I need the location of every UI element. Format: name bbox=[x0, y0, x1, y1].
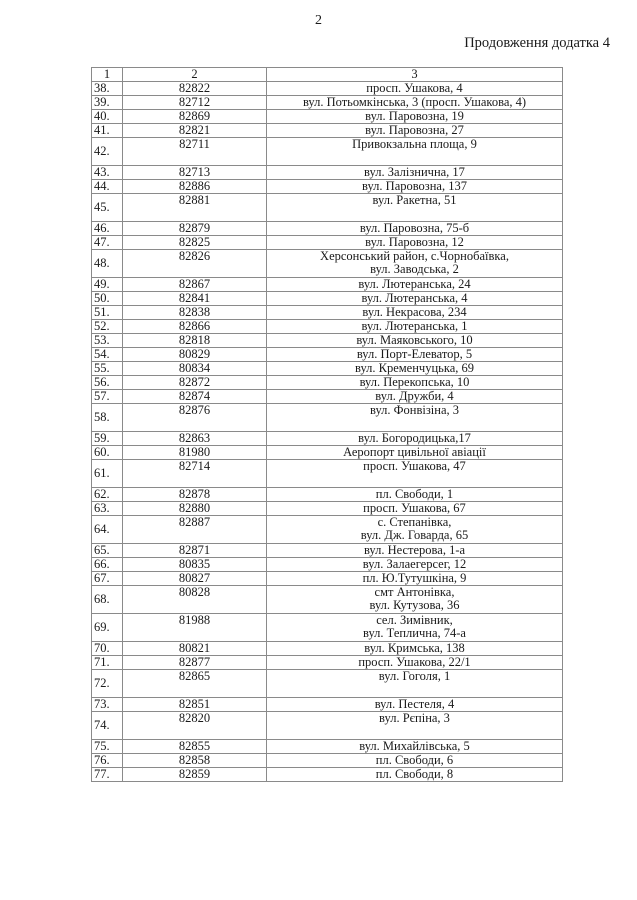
appendix-subtitle: Продовження додатка 4 bbox=[464, 35, 610, 51]
address-cell bbox=[267, 460, 563, 488]
address-line: вул. Порт-Елеватор, 5 bbox=[356, 347, 473, 361]
address-cell bbox=[267, 250, 563, 278]
address-line: вул. Некрасова, 234 bbox=[362, 305, 467, 319]
address-line: вул. Кримська, 138 bbox=[364, 641, 465, 655]
table-row bbox=[92, 712, 563, 740]
address-cell bbox=[267, 96, 563, 110]
table-row bbox=[92, 432, 563, 446]
address-cell bbox=[267, 82, 563, 96]
table-row bbox=[92, 96, 563, 110]
row-number: 38. bbox=[92, 82, 123, 96]
table-row bbox=[92, 306, 563, 320]
address-line: вул. Теплична, 74-а bbox=[363, 626, 466, 640]
row-number: 57. bbox=[92, 390, 123, 404]
object-code: 80821 bbox=[123, 642, 267, 656]
row-number: 72. bbox=[92, 670, 123, 698]
address-line: с. Степанівка, bbox=[377, 515, 452, 529]
address-line: вул. Михайлівська, 5 bbox=[359, 739, 470, 753]
address-cell bbox=[267, 390, 563, 404]
address-line: Аеропорт цивільної авіації bbox=[343, 445, 486, 459]
table-row bbox=[92, 614, 563, 642]
object-code: 82713 bbox=[123, 166, 267, 180]
address-cell bbox=[267, 306, 563, 320]
address-line: просп. Ушакова, 67 bbox=[363, 501, 466, 515]
row-number: 70. bbox=[92, 642, 123, 656]
address-cell bbox=[267, 544, 563, 558]
row-number: 42. bbox=[92, 138, 123, 166]
object-code: 82855 bbox=[123, 740, 267, 754]
row-number: 75. bbox=[92, 740, 123, 754]
table-header-row bbox=[92, 68, 563, 82]
addresses-table bbox=[91, 67, 563, 782]
table-row bbox=[92, 698, 563, 712]
address-cell bbox=[267, 180, 563, 194]
object-code: 81980 bbox=[123, 446, 267, 460]
object-code: 82880 bbox=[123, 502, 267, 516]
address-cell bbox=[267, 320, 563, 334]
row-number: 50. bbox=[92, 292, 123, 306]
object-code: 82851 bbox=[123, 698, 267, 712]
table-row bbox=[92, 572, 563, 586]
row-number: 51. bbox=[92, 306, 123, 320]
address-line: вул. Кутузова, 36 bbox=[369, 598, 460, 612]
address-line: просп. Ушакова, 22/1 bbox=[358, 655, 471, 669]
address-cell bbox=[267, 334, 563, 348]
table-row bbox=[92, 250, 563, 278]
address-line: вул. Паровозна, 19 bbox=[365, 109, 464, 123]
address-line: вул. Лютеранська, 4 bbox=[361, 291, 468, 305]
address-cell bbox=[267, 586, 563, 614]
address-line: вул. Лютеранська, 24 bbox=[358, 277, 471, 291]
address-line: вул. Залізнична, 17 bbox=[364, 165, 465, 179]
object-code: 82838 bbox=[123, 306, 267, 320]
object-code: 82886 bbox=[123, 180, 267, 194]
table-row bbox=[92, 446, 563, 460]
address-cell bbox=[267, 740, 563, 754]
object-code: 82865 bbox=[123, 670, 267, 698]
object-code: 82887 bbox=[123, 516, 267, 544]
table-row bbox=[92, 558, 563, 572]
table-row bbox=[92, 502, 563, 516]
row-number: 77. bbox=[92, 768, 123, 782]
table-row bbox=[92, 180, 563, 194]
table-row bbox=[92, 82, 563, 96]
row-number: 52. bbox=[92, 320, 123, 334]
row-number: 43. bbox=[92, 166, 123, 180]
object-code: 82821 bbox=[123, 124, 267, 138]
row-number: 48. bbox=[92, 250, 123, 278]
table-row bbox=[92, 124, 563, 138]
row-number: 65. bbox=[92, 544, 123, 558]
address-line: вул. Заводська, 2 bbox=[370, 262, 459, 276]
address-line: вул. Фонвізіна, 3 bbox=[369, 403, 459, 417]
table-row bbox=[92, 670, 563, 698]
address-cell bbox=[267, 166, 563, 180]
row-number: 61. bbox=[92, 460, 123, 488]
object-code: 82822 bbox=[123, 82, 267, 96]
object-code: 82826 bbox=[123, 250, 267, 278]
address-line: Привокзальна площа, 9 bbox=[352, 137, 477, 151]
address-line: сел. Зимівник, bbox=[376, 613, 453, 627]
address-line: пл. Ю.Тутушкіна, 9 bbox=[362, 571, 467, 585]
row-number: 44. bbox=[92, 180, 123, 194]
row-number: 49. bbox=[92, 278, 123, 292]
address-cell bbox=[267, 376, 563, 390]
table-row bbox=[92, 404, 563, 432]
row-number: 53. bbox=[92, 334, 123, 348]
address-cell bbox=[267, 698, 563, 712]
address-line: вул. Ракетна, 51 bbox=[372, 193, 457, 207]
address-line: вул. Рєпіна, 3 bbox=[379, 711, 450, 725]
address-line: просп. Ушакова, 4 bbox=[366, 81, 463, 95]
object-code: 80828 bbox=[123, 586, 267, 614]
table-row bbox=[92, 222, 563, 236]
header-col-3: 3 bbox=[267, 68, 563, 82]
table-row bbox=[92, 376, 563, 390]
address-cell bbox=[267, 572, 563, 586]
table-row bbox=[92, 138, 563, 166]
row-number: 69. bbox=[92, 614, 123, 642]
row-number: 39. bbox=[92, 96, 123, 110]
address-cell bbox=[267, 278, 563, 292]
table-row bbox=[92, 320, 563, 334]
address-cell bbox=[267, 222, 563, 236]
object-code: 82711 bbox=[123, 138, 267, 166]
address-cell bbox=[267, 754, 563, 768]
object-code: 81988 bbox=[123, 614, 267, 642]
address-line: вул. Маяковського, 10 bbox=[356, 333, 473, 347]
table-row bbox=[92, 334, 563, 348]
table-row bbox=[92, 740, 563, 754]
object-code: 82871 bbox=[123, 544, 267, 558]
address-line: Херсонський район, с.Чорнобаївка, bbox=[320, 249, 509, 263]
row-number: 60. bbox=[92, 446, 123, 460]
row-number: 40. bbox=[92, 110, 123, 124]
object-code: 82879 bbox=[123, 222, 267, 236]
object-code: 82714 bbox=[123, 460, 267, 488]
object-code: 82877 bbox=[123, 656, 267, 670]
address-cell bbox=[267, 768, 563, 782]
object-code: 80834 bbox=[123, 362, 267, 376]
address-cell bbox=[267, 432, 563, 446]
row-number: 71. bbox=[92, 656, 123, 670]
object-code: 82867 bbox=[123, 278, 267, 292]
table-row bbox=[92, 348, 563, 362]
address-cell bbox=[267, 138, 563, 166]
row-number: 46. bbox=[92, 222, 123, 236]
address-line: вул. Дружби, 4 bbox=[375, 389, 454, 403]
table-row bbox=[92, 642, 563, 656]
address-cell bbox=[267, 292, 563, 306]
address-line: вул. Паровозна, 27 bbox=[365, 123, 464, 137]
address-line: вул. Паровозна, 75-б bbox=[359, 221, 470, 235]
address-line: вул. Нестерова, 1-а bbox=[363, 543, 466, 557]
address-line: вул. Потьомкінська, 3 (просп. Ушакова, 4) bbox=[302, 95, 527, 109]
object-code: 82712 bbox=[123, 96, 267, 110]
address-cell bbox=[267, 516, 563, 544]
table-row bbox=[92, 544, 563, 558]
row-number: 59. bbox=[92, 432, 123, 446]
row-number: 63. bbox=[92, 502, 123, 516]
address-cell bbox=[267, 502, 563, 516]
object-code: 82878 bbox=[123, 488, 267, 502]
page-number: 2 bbox=[315, 13, 322, 28]
object-code: 82874 bbox=[123, 390, 267, 404]
address-cell bbox=[267, 656, 563, 670]
object-code: 82820 bbox=[123, 712, 267, 740]
row-number: 73. bbox=[92, 698, 123, 712]
address-line: вул. Богородицька,17 bbox=[358, 431, 471, 445]
table-row bbox=[92, 488, 563, 502]
address-line: пл. Свободи, 1 bbox=[375, 487, 454, 501]
row-number: 41. bbox=[92, 124, 123, 138]
object-code: 82858 bbox=[123, 754, 267, 768]
row-number: 58. bbox=[92, 404, 123, 432]
row-number: 67. bbox=[92, 572, 123, 586]
address-line: вул. Паровозна, 12 bbox=[365, 235, 464, 249]
row-number: 66. bbox=[92, 558, 123, 572]
object-code: 82818 bbox=[123, 334, 267, 348]
address-line: пл. Свободи, 6 bbox=[375, 753, 454, 767]
object-code: 82881 bbox=[123, 194, 267, 222]
table-row bbox=[92, 754, 563, 768]
row-number: 62. bbox=[92, 488, 123, 502]
address-line: просп. Ушакова, 47 bbox=[363, 459, 466, 473]
row-number: 64. bbox=[92, 516, 123, 544]
header-col-2: 2 bbox=[123, 68, 267, 82]
address-cell bbox=[267, 194, 563, 222]
object-code: 80835 bbox=[123, 558, 267, 572]
address-line: вул. Залаегерсег, 12 bbox=[362, 557, 467, 571]
object-code: 82863 bbox=[123, 432, 267, 446]
address-line: вул. Паровозна, 137 bbox=[362, 179, 467, 193]
table-row bbox=[92, 656, 563, 670]
table-row bbox=[92, 236, 563, 250]
table-row bbox=[92, 460, 563, 488]
address-cell bbox=[267, 362, 563, 376]
address-line: вул. Кременчуцька, 69 bbox=[354, 361, 475, 375]
address-line: вул. Перекопська, 10 bbox=[359, 375, 470, 389]
address-cell bbox=[267, 558, 563, 572]
address-line: вул. Дж. Говарда, 65 bbox=[360, 528, 469, 542]
object-code: 80827 bbox=[123, 572, 267, 586]
address-cell bbox=[267, 670, 563, 698]
address-cell bbox=[267, 614, 563, 642]
object-code: 82876 bbox=[123, 404, 267, 432]
table-row bbox=[92, 194, 563, 222]
address-cell bbox=[267, 642, 563, 656]
object-code: 82859 bbox=[123, 768, 267, 782]
row-number: 56. bbox=[92, 376, 123, 390]
address-cell bbox=[267, 712, 563, 740]
row-number: 76. bbox=[92, 754, 123, 768]
object-code: 82869 bbox=[123, 110, 267, 124]
row-number: 68. bbox=[92, 586, 123, 614]
table-row bbox=[92, 516, 563, 544]
address-cell bbox=[267, 236, 563, 250]
object-code: 82825 bbox=[123, 236, 267, 250]
row-number: 47. bbox=[92, 236, 123, 250]
object-code: 82866 bbox=[123, 320, 267, 334]
object-code: 80829 bbox=[123, 348, 267, 362]
address-cell bbox=[267, 488, 563, 502]
row-number: 45. bbox=[92, 194, 123, 222]
table-row bbox=[92, 390, 563, 404]
address-cell bbox=[267, 348, 563, 362]
table-row bbox=[92, 768, 563, 782]
address-line: смт Антонівка, bbox=[374, 585, 455, 599]
table-row bbox=[92, 110, 563, 124]
row-number: 74. bbox=[92, 712, 123, 740]
table-row bbox=[92, 586, 563, 614]
object-code: 82872 bbox=[123, 376, 267, 390]
address-cell bbox=[267, 404, 563, 432]
table-row bbox=[92, 292, 563, 306]
address-cell bbox=[267, 110, 563, 124]
object-code: 82841 bbox=[123, 292, 267, 306]
table-row bbox=[92, 362, 563, 376]
table-row bbox=[92, 278, 563, 292]
row-number: 55. bbox=[92, 362, 123, 376]
address-line: пл. Свободи, 8 bbox=[375, 767, 454, 781]
address-cell bbox=[267, 446, 563, 460]
address-line: вул. Лютеранська, 1 bbox=[361, 319, 468, 333]
address-line: вул. Гоголя, 1 bbox=[378, 669, 451, 683]
header-col-1: 1 bbox=[92, 68, 123, 82]
table-row bbox=[92, 166, 563, 180]
address-line: вул. Пестеля, 4 bbox=[374, 697, 455, 711]
address-cell bbox=[267, 124, 563, 138]
row-number: 54. bbox=[92, 348, 123, 362]
